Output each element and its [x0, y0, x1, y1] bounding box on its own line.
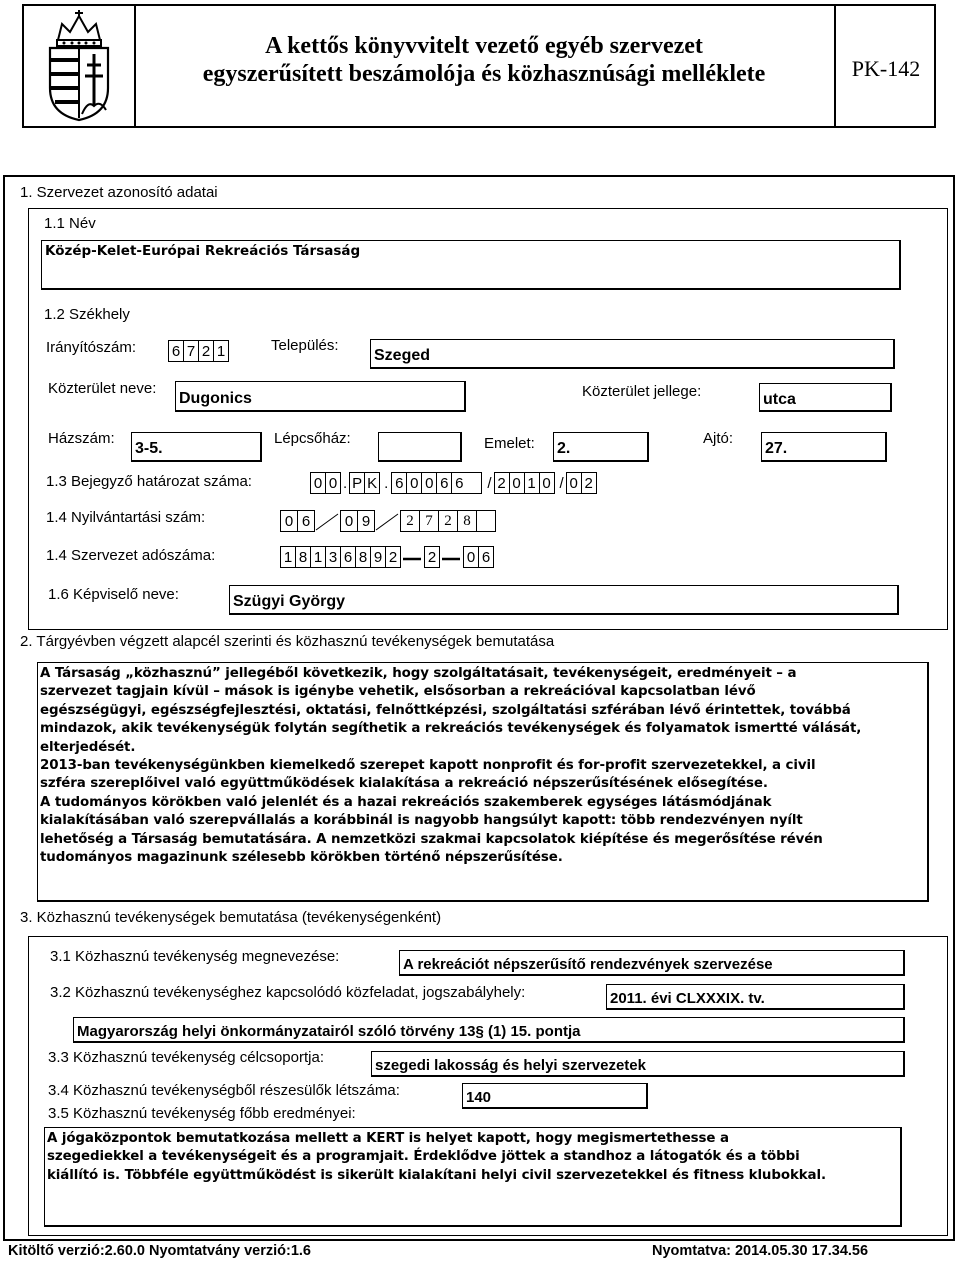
- reg-char: 0: [280, 510, 298, 532]
- street-type-field[interactable]: [759, 383, 892, 412]
- reg-char: 7: [419, 510, 439, 532]
- stair-label: Lépcsőház:: [274, 430, 351, 447]
- decision-char: 2: [494, 472, 510, 494]
- street-label: Közterület neve:: [48, 380, 157, 397]
- decision-char: 0: [406, 472, 422, 494]
- decision-char: 0: [509, 472, 525, 494]
- decision-char: 0: [325, 472, 341, 494]
- public-task-value: 2011. évi CLXXXIX. tv.: [610, 990, 765, 1007]
- decision-number-field[interactable]: [310, 472, 596, 494]
- seat-label: 1.2 Székhely: [44, 306, 130, 323]
- form-code: PK-142: [851, 56, 921, 81]
- decision-char: 6: [451, 472, 467, 494]
- decision-label: 1.3 Bejegyző határozat száma:: [46, 473, 252, 490]
- tax-number-field[interactable]: [280, 546, 493, 568]
- rep-label: 1.6 Képviselő neve:: [48, 586, 179, 603]
- results-text: [47, 1130, 826, 1185]
- decision-separator: .: [343, 474, 348, 492]
- tax-digit: 9: [370, 546, 386, 568]
- logo-cell: [24, 6, 136, 126]
- slash-separator-icon: [374, 510, 400, 532]
- decision-char: K: [364, 472, 380, 494]
- house-value: 3-5.: [135, 440, 163, 457]
- results-line: szegediekkel a tevékenységeit és a programjait. Érdeklődve jöttek a standhoz a látogatók és a többi: [47, 1149, 800, 1165]
- street-type-value: utca: [763, 391, 796, 408]
- activities-line: elterjedését.: [40, 739, 136, 755]
- activities-line: szervezet tagjain kívül – mások is igénybe vehetik, elsősorban a rekreációval kapcsolatban lévő: [40, 684, 756, 700]
- reg-char: 9: [357, 510, 375, 532]
- target-group-value: szegedi lakosság és helyi szervezetek: [375, 1057, 646, 1074]
- results-line: A jógaközpontok bemutatkozása mellett a KERT is helyet kapott, hogy megismertethesse a: [47, 1131, 729, 1146]
- street-field[interactable]: [175, 381, 466, 412]
- door-field[interactable]: [761, 432, 887, 462]
- footer-printed: Nyomtatva: 2014.05.30 17.34.56: [652, 1243, 869, 1259]
- reg-char: [476, 510, 496, 532]
- decision-separator: .: [384, 474, 389, 492]
- decision-char: [466, 472, 482, 494]
- target-group-field[interactable]: [371, 1051, 905, 1077]
- zip-digit: 2: [198, 340, 214, 362]
- slash-separator-icon: [314, 510, 340, 532]
- name-value: Közép-Kelet-Európai Rekreációs Társaság: [45, 243, 361, 259]
- floor-field[interactable]: [553, 432, 649, 462]
- name-field[interactable]: [41, 240, 901, 290]
- tax-digit: 6: [340, 546, 356, 568]
- reg-char: 2: [400, 510, 420, 532]
- city-label: Település:: [271, 337, 339, 354]
- decision-char: 6: [436, 472, 452, 494]
- zip-digit: 6: [168, 340, 184, 362]
- street-type-label: Közterület jellege:: [582, 383, 702, 400]
- activities-line: 2013-ban tevékenységünkben kiemelkedő szerepet kapott nonprofit és for-profit szervezetekkel, a civil: [40, 758, 816, 774]
- form-title-line2: egyszerűsített beszámolója és közhasznúsági melléklete: [202, 61, 766, 87]
- decision-char: 0: [566, 472, 582, 494]
- floor-value: 2.: [557, 440, 571, 457]
- law-field[interactable]: [73, 1017, 905, 1043]
- activities-line: kialakításában való szerepvállalás a korábbinál is nagyobb hangsúlyt kapott: több rendezvényen nyílt: [40, 813, 803, 829]
- tax-digit: 8: [355, 546, 371, 568]
- rep-field[interactable]: [229, 585, 899, 615]
- section3-title: 3. Közhasznú tevékenységek bemutatása (tevékenységenként): [20, 909, 442, 926]
- decision-char: P: [349, 472, 365, 494]
- activities-line: mindazok, akik tevékenységük folytán segíthetik a rekreációs tevékenységek és folyamatok ismertté válását,: [40, 721, 862, 737]
- name-label: 1.1 Név: [44, 215, 96, 232]
- decision-separator: /: [559, 474, 564, 492]
- tax-label: 1.4 Szervezet adószáma:: [46, 547, 216, 564]
- street-value: Dugonics: [179, 390, 252, 407]
- house-field[interactable]: [131, 432, 262, 462]
- reg-number-field[interactable]: [280, 510, 495, 532]
- tax-digit: 2: [424, 546, 440, 568]
- floor-label: Emelet:: [484, 435, 535, 452]
- tax-digit: 8: [295, 546, 311, 568]
- activities-line: A Társaság „közhasznú” jellegéből következik, hogy szolgáltatásait, tevékenységeit, eredményeit – a: [40, 666, 797, 681]
- house-label: Házszám:: [48, 430, 115, 447]
- decision-char: 2: [581, 472, 597, 494]
- zip-field[interactable]: [168, 340, 228, 362]
- activities-line: lehetőség a Társaság bemutatására. A nemzetközi szakmai kapcsolatok kiépítése és megerősítése révén: [40, 831, 823, 847]
- law-value: Magyarország helyi önkormányzatairól szóló törvény 13§ (1) 15. pontja: [77, 1023, 581, 1040]
- reg-char: 0: [340, 510, 358, 532]
- zip-digit: 1: [213, 340, 229, 362]
- activities-line: A tudományos körökben való jelenlét és a hazai rekreációs szakemberek egységes látásmódjának: [40, 794, 772, 810]
- activity-name-label: 3.1 Közhasznú tevékenység megnevezése:: [50, 948, 340, 965]
- decision-char: 0: [539, 472, 555, 494]
- zip-label: Irányítószám:: [46, 339, 137, 356]
- header: [22, 4, 936, 128]
- results-label: 3.5 Közhasznú tevékenység főbb eredményei:: [48, 1105, 356, 1122]
- door-label: Ajtó:: [703, 430, 734, 447]
- tax-digit: 1: [310, 546, 326, 568]
- tax-digit: 1: [280, 546, 296, 568]
- form-title-line1: A kettős könyvvitelt vezető egyéb szervezet: [265, 33, 703, 59]
- beneficiaries-value: 140: [466, 1089, 492, 1106]
- section2-title: 2. Tárgyévben végzett alapcél szerinti és közhasznú tevékenységek bemutatása: [20, 633, 555, 650]
- tax-digit: 3: [325, 546, 341, 568]
- results-line: kiállító is. Többféle együttműködést is sikerült kialakítani helyi civil szervezetekkel és fitness klubokkal.: [47, 1167, 826, 1183]
- activities-text: [40, 665, 861, 867]
- public-task-field[interactable]: [606, 984, 905, 1010]
- activities-line: szféra szereplőivel való együttműködések kialakítása a rekreáció népszerűsítésének elősegítése.: [40, 776, 768, 792]
- section1-title: 1. Szervezet azonosító adatai: [20, 184, 218, 201]
- rep-value: Szügyi György: [233, 593, 346, 610]
- activity-name-field[interactable]: [399, 950, 905, 976]
- door-value: 27.: [765, 440, 788, 457]
- activities-line: egészségügyi, egészségfejlesztési, oktatási, felnőttképzési, szolgáltatási szférában lévő érintettek, továbbá: [40, 702, 851, 718]
- stair-field[interactable]: [378, 432, 462, 462]
- reg-label: 1.4 Nyilvántartási szám:: [46, 509, 206, 526]
- tax-digit: 6: [478, 546, 494, 568]
- tax-digit: 2: [385, 546, 401, 568]
- activities-line: tudományos magazinunk szélesebb körökben történő népszerűsítése.: [40, 850, 563, 866]
- dash-separator-icon: [400, 546, 424, 568]
- public-task-label: 3.2 Közhasznú tevékenységhez kapcsolódó közfeladat, jogszabályhely:: [50, 984, 526, 1001]
- decision-char: 6: [391, 472, 407, 494]
- hungarian-coat-of-arms-icon: [44, 10, 114, 122]
- decision-char: 0: [421, 472, 437, 494]
- reg-char: 2: [438, 510, 458, 532]
- target-group-label: 3.3 Közhasznú tevékenység célcsoportja:: [48, 1049, 324, 1066]
- reg-char: 8: [457, 510, 477, 532]
- decision-char: 1: [524, 472, 540, 494]
- footer-version: Kitöltő verzió:2.60.0 Nyomtatvány verzió:1.6: [8, 1243, 311, 1259]
- city-field[interactable]: [370, 339, 895, 369]
- city-value: Szeged: [374, 347, 431, 364]
- beneficiaries-field[interactable]: [462, 1083, 648, 1109]
- zip-digit: 7: [183, 340, 199, 362]
- decision-char: 0: [310, 472, 326, 494]
- dash-separator-icon: [439, 546, 463, 568]
- reg-char: 6: [297, 510, 315, 532]
- tax-digit: 0: [463, 546, 479, 568]
- title-cell: [134, 6, 836, 126]
- decision-separator: /: [487, 474, 492, 492]
- beneficiaries-label: 3.4 Közhasznú tevékenységből részesülők létszáma:: [48, 1082, 400, 1099]
- activity-name-value: A rekreációt népszerűsítő rendezvények szervezése: [403, 956, 773, 973]
